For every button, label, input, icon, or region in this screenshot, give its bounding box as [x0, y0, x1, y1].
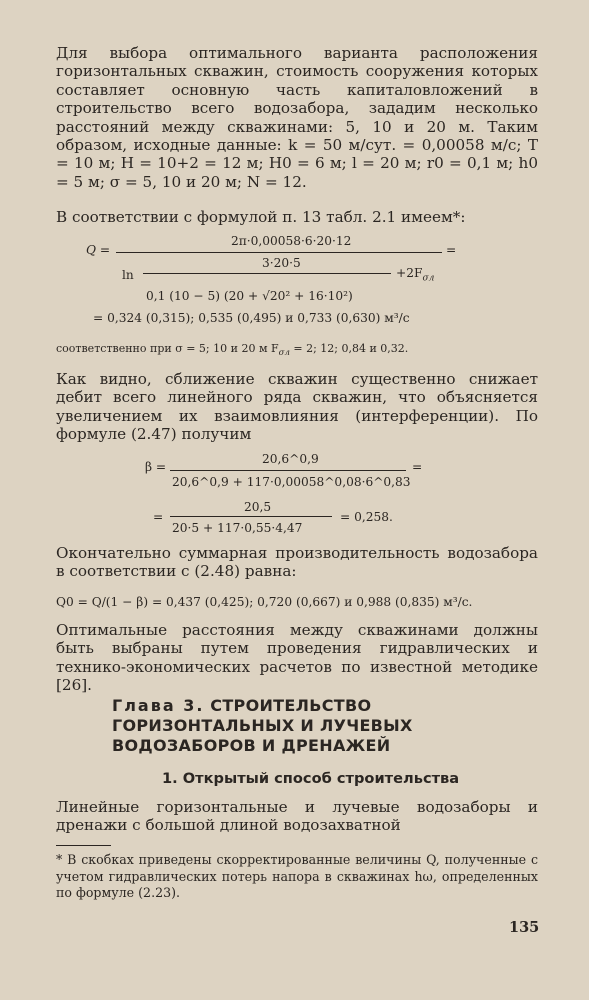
formula-q-inner-denominator: 0,1 (10 − 5) (20 + √20² + 16·10²) — [146, 289, 353, 303]
chapter-title-line-2: ГОРИЗОНТАЛЬНЫХ И ЛУЧЕВЫХ — [112, 716, 413, 735]
chapter-title-line-3: ВОДОЗАБОРОВ И ДРЕНАЖЕЙ — [112, 736, 391, 755]
formula-q-main-bar — [116, 252, 442, 253]
formula-beta-lhs: β = — [145, 460, 167, 474]
formula-q-note-tail: = 2; 12; 0,84 и 0,32. — [289, 342, 409, 355]
formula-beta-equals-2: = — [153, 510, 164, 524]
formula-q-numerator: 2π·0,00058·6·20·12 — [231, 234, 352, 248]
formula-q-inner-bar — [143, 273, 391, 274]
paragraph-input-data — [56, 44, 538, 191]
formula-q-plus-term: +2F — [396, 266, 423, 280]
paragraph-interference — [56, 370, 538, 444]
formula-q-note-sub: σл — [278, 348, 290, 359]
paragraph-6-text: Линейные горизонтальные и лучевые водозаборы и дренажи с большой длиной водозахватной — [56, 798, 538, 835]
formula-q-equals: = — [446, 243, 457, 257]
paragraph-2-text: В соответствии с формулой п. 13 табл. 2.1 имеем*: — [56, 208, 466, 226]
paragraph-4-text: Окончательно суммарная производительность водозабора в соответствии с (2.48) равна: — [56, 544, 538, 581]
formula-q-result: = 0,324 (0,315); 0,535 (0,495) и 0,733 (0,630) м³/с — [93, 311, 410, 325]
formula-beta-result: = 0,258. — [340, 510, 393, 524]
paragraph-formula-intro — [56, 208, 538, 226]
footnote-rule — [56, 845, 111, 846]
formula-q-plus-sub: σл — [422, 273, 435, 284]
formula-beta-bar-2 — [170, 516, 332, 517]
paragraph-linear-intakes — [56, 798, 538, 835]
formula-beta-denominator-1: 20,6^0,9 + 117·0,00058^0,08·6^0,83 — [172, 475, 411, 489]
formula-beta-numerator-1: 20,6^0,9 — [262, 452, 319, 466]
formula-beta-bar-1 — [170, 470, 406, 471]
paragraph-text — [56, 44, 538, 191]
page-number: 135 — [509, 919, 540, 936]
paragraph-optimal-distances — [56, 621, 538, 695]
formula-beta-denominator-2: 20·5 + 117·0,55·4,47 — [172, 521, 303, 535]
section-heading: 1. Открытый способ строительства — [162, 770, 460, 787]
chapter-title-line-1: СТРОИТЕЛЬСТВО — [210, 696, 372, 715]
footnote-text: * В скобках приведены скорректированные величины Q, полученные с учетом гидравлических потерь напора в скважинах hω, определенных по формуле (2.23). — [56, 852, 538, 900]
formula-beta-equals-1: = — [412, 460, 423, 474]
chapter-heading — [112, 696, 532, 756]
formula-beta-numerator-2: 20,5 — [244, 500, 272, 514]
paragraph-3-text: Как видно, сближение скважин существенно снижает дебит всего линейного ряда скважин, что объясняется увеличением их взаимовлияния (интерференции). По формуле (2.47) получим — [56, 370, 538, 444]
formula-q-ln: ln — [122, 268, 134, 282]
formula-q0: Q0 = Q/(1 − β) = 0,437 (0,425); 0,720 (0,667) и 0,988 (0,835) м³/с. — [56, 595, 473, 609]
footnote — [56, 852, 538, 902]
formula-q-lhs: Q = — [86, 243, 111, 257]
chapter-label: Глава 3. — [112, 696, 205, 715]
paragraph-1-text: Для выбора оптимального варианта расположения горизонтальных скважин, стоимость сооружения которых составляет основную часть капиталовложений в строительство всего водозабора, зададим несколько расстояний между скважинами: 5, 10 и 20 м. Таким образом, исходные данные: k = 50 м/сут. = 0,00058 м/с; T = 10 м; H = 10+2 = 12 м; H0 = 6 м; l = 20 м; r0 = 0,1 м; h0 = 5 м; σ = 5, 10 и 20 м; N = 12. — [56, 44, 538, 191]
formula-q-note: соответственно при σ = 5; 10 и 20 м F — [56, 342, 279, 355]
paragraph-total-capacity — [56, 544, 538, 581]
paragraph-5-text: Оптимальные расстояния между скважинами должны быть выбраны путем проведения гидравлических и технико-экономических расчетов по известной методике [26]. — [56, 621, 538, 695]
formula-q-inner-numerator: 3·20·5 — [262, 256, 301, 270]
